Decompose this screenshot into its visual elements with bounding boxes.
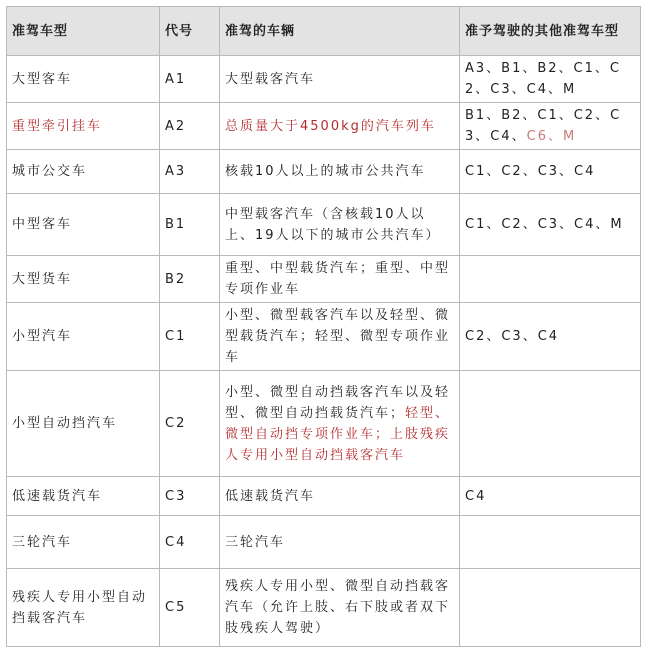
other-types-cell xyxy=(460,516,641,569)
code-cell: C5 xyxy=(160,569,220,647)
vehicles-cell: 中型载客汽车（含核载10人以上、19人以下的城市公共汽车） xyxy=(220,194,460,256)
vehicles-cell xyxy=(220,371,460,477)
vehicles-cell: 低速载货汽车 xyxy=(220,477,460,516)
table-row xyxy=(7,371,641,477)
vehicles-cell: 三轮汽车 xyxy=(220,516,460,569)
other-types-cell xyxy=(460,371,641,477)
vehicles-cell: 残疾人专用小型、微型自动挡载客汽车（允许上肢、右下肢或者双下肢残疾人驾驶） xyxy=(220,569,460,647)
header-allowed-vehicles: 准驾的车辆 xyxy=(220,7,460,56)
license-type-cell: 小型自动挡汽车 xyxy=(7,371,160,477)
other-types-text: B1、B2、C1、C2、C3、C4、 xyxy=(465,108,622,144)
vehicles-text: 小型、微型自动挡载客汽车以及轻型、微型自动挡载货汽车； xyxy=(225,384,451,421)
table-row xyxy=(7,150,641,194)
license-type-cell: 小型汽车 xyxy=(7,303,160,371)
table-row xyxy=(7,569,641,647)
table-wrapper xyxy=(6,6,641,647)
table-row xyxy=(7,516,641,569)
vehicles-cell: 重型、中型载货汽车；重型、中型专项作业车 xyxy=(220,256,460,303)
table-row xyxy=(7,477,641,516)
code-cell: C1 xyxy=(160,303,220,371)
other-types-cell: A3、B1、B2、C1、C2、C3、C4、M xyxy=(460,56,641,103)
other-types-cell: C1、C2、C3、C4 xyxy=(460,150,641,194)
license-type-cell: 城市公交车 xyxy=(7,150,160,194)
other-types-cell: C4 xyxy=(460,477,641,516)
table-row xyxy=(7,194,641,256)
code-cell: B1 xyxy=(160,194,220,256)
vehicles-highlight: 轻型、微型自动挡专项作业车；上肢残疾人专用小型自动挡载客汽车 xyxy=(225,405,451,463)
code-cell: A1 xyxy=(160,56,220,103)
license-type-cell: 残疾人专用小型自动挡载客汽车 xyxy=(7,569,160,647)
other-types-cell: C1、C2、C3、C4、M xyxy=(460,194,641,256)
header-license-type: 准驾车型 xyxy=(7,7,160,56)
code-cell: C4 xyxy=(160,516,220,569)
other-types-cell xyxy=(460,103,641,150)
table-header-row xyxy=(7,7,641,56)
other-types-highlight: C6、M xyxy=(526,129,577,144)
license-type-cell: 三轮汽车 xyxy=(7,516,160,569)
license-type-cell: 大型客车 xyxy=(7,56,160,103)
header-code: 代号 xyxy=(160,7,220,56)
other-types-cell xyxy=(460,256,641,303)
header-other-types: 准予驾驶的其他准驾车型 xyxy=(460,7,641,56)
vehicles-cell: 大型载客汽车 xyxy=(220,56,460,103)
other-types-cell: C2、C3、C4 xyxy=(460,303,641,371)
table-row xyxy=(7,103,641,150)
code-cell: B2 xyxy=(160,256,220,303)
license-type-table xyxy=(6,6,641,647)
code-cell: A3 xyxy=(160,150,220,194)
code-cell: C2 xyxy=(160,371,220,477)
vehicles-cell: 小型、微型载客汽车以及轻型、微型载货汽车；轻型、微型专项作业车 xyxy=(220,303,460,371)
vehicles-cell: 总质量大于4500kg的汽车列车 xyxy=(220,103,460,150)
vehicles-cell: 核载10人以上的城市公共汽车 xyxy=(220,150,460,194)
license-type-cell: 重型牵引挂车 xyxy=(7,103,160,150)
code-cell: C3 xyxy=(160,477,220,516)
license-type-cell: 低速载货汽车 xyxy=(7,477,160,516)
table-row xyxy=(7,256,641,303)
code-cell: A2 xyxy=(160,103,220,150)
table-row xyxy=(7,303,641,371)
license-type-cell: 中型客车 xyxy=(7,194,160,256)
other-types-cell xyxy=(460,569,641,647)
table-row xyxy=(7,56,641,103)
license-type-cell: 大型货车 xyxy=(7,256,160,303)
